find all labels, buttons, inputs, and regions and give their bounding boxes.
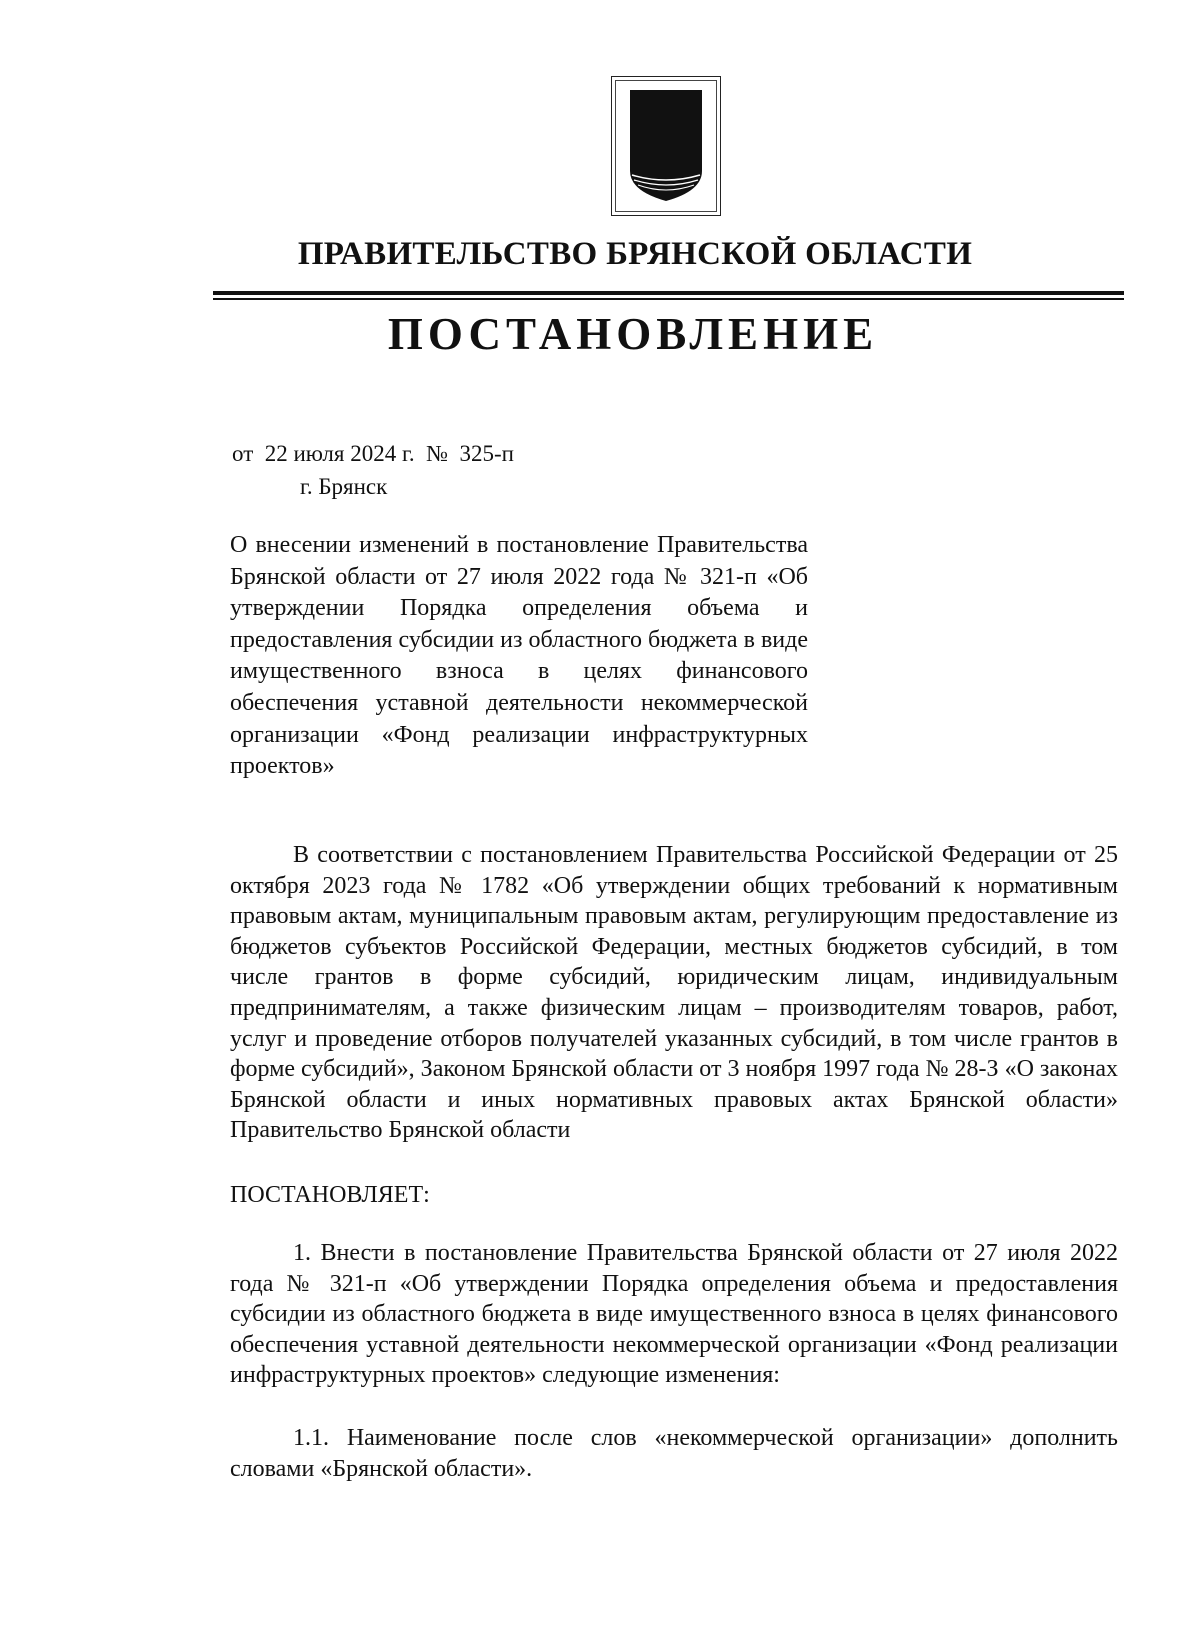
rule-thin-line bbox=[213, 298, 1124, 300]
coat-of-arms-frame bbox=[611, 76, 721, 216]
rule-thick-line bbox=[213, 291, 1124, 295]
document-city: г. Брянск bbox=[300, 474, 388, 499]
government-title: ПРАВИТЕЛЬСТВО БРЯНСКОЙ ОБЛАСТИ bbox=[297, 236, 973, 272]
item-1-paragraph: 1. Внести в постановление Правительства Брянской области от 27 июля 2022 года № 321-п «Об утверждении Порядка определения объема и предоставления субсидии из областного бюджета в виде имущественного взноса в целях финансового обеспечения уставной деятельности некоммерческой организации «Фонд реализации инфраструктурных проектов» следующие изменения: bbox=[230, 1240, 1118, 1389]
item-1-1-paragraph: 1.1. Наименование после слов «некоммерческой организации» дополнить словами «Брянской области». bbox=[230, 1425, 1118, 1482]
coat-of-arms-icon bbox=[626, 87, 706, 205]
document-date-number: от 22 июля 2024 г. № 325-п bbox=[232, 441, 514, 466]
document-type-title: ПОСТАНОВЛЕНИЕ bbox=[387, 309, 879, 359]
document-subject: О внесении изменений в постановление Правительства Брянской области от 27 июля 2022 года № 321-п «Об утверждении Порядка определения объема и предоставления субсидии из областного бюджета в виде имущественного взноса в целях финансового обеспечения уставной деятельности некоммерческой организации «Фонд реализации инфраструктурных проектов» bbox=[230, 532, 808, 780]
header-double-rule bbox=[213, 291, 1124, 301]
preamble-paragraph: В соответствии с постановлением Правительства Российской Федерации от 25 октября 2023 года № 1782 «Об утверждении общих требований к нормативным правовым актам, муниципальным правовым актам, регулирующим предоставление из бюджетов субъектов Российской Федерации, местных бюджетов субсидий, в том числе грантов в форме субсидий, юридическим лицам, индивидуальным предпринимателям, а также физическим лицам – производителям товаров, работ, услуг и проведение отборов получателей указанных субсидий, в том числе грантов в форме субсидий», Законом Брянской области от 3 ноября 1997 года № 28-З «О законах Брянской области и иных нормативных правовых актах Брянской области» Правительство Брянской области bbox=[230, 842, 1118, 1144]
decrees-word: ПОСТАНОВЛЯЕТ: bbox=[230, 1182, 430, 1208]
